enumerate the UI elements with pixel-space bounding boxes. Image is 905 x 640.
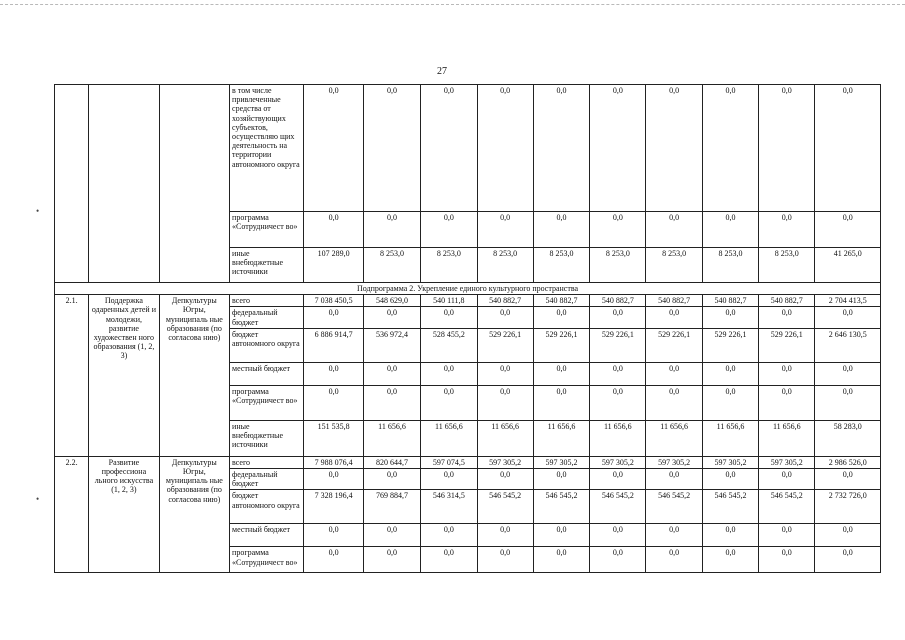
value-cell: 0,0: [421, 85, 477, 212]
value-cell: 7 988 076,4: [304, 456, 363, 468]
value-cell: 0,0: [646, 362, 702, 385]
item-name: Развитие профессиона льного искусства (1, 2, 3): [89, 456, 159, 573]
value-cell: 0,0: [590, 385, 646, 420]
value-cell: 0,0: [759, 307, 815, 328]
value-cell: 0,0: [759, 524, 815, 547]
value-cell: 540 882,7: [759, 295, 815, 307]
item-number-cell: [55, 85, 89, 283]
funding-source-label: всего: [230, 456, 304, 468]
value-cell: 0,0: [590, 524, 646, 547]
value-cell: 0,0: [759, 469, 815, 490]
value-cell: 0,0: [363, 85, 420, 212]
value-cell: 0,0: [815, 212, 881, 248]
value-cell: 0,0: [421, 524, 477, 547]
value-cell: 0,0: [304, 385, 363, 420]
funding-source-label: иные внебюджетные источники: [230, 420, 304, 456]
value-cell: 546 545,2: [477, 490, 533, 524]
value-cell: 0,0: [363, 212, 420, 248]
value-cell: 540 111,8: [421, 295, 477, 307]
budget-table: [54, 84, 881, 573]
item-number: 2.1.: [55, 295, 89, 457]
value-cell: 0,0: [533, 362, 589, 385]
item-name: Поддержка одаренных детей и молодежи, развитие художествен ного образования (1, 2, 3): [89, 295, 159, 457]
executor-cell: [159, 85, 229, 283]
value-cell: 546 545,2: [759, 490, 815, 524]
value-cell: 11 656,6: [533, 420, 589, 456]
item-number: 2.2.: [55, 456, 89, 573]
value-cell: 58 283,0: [815, 420, 881, 456]
funding-source-label: программа «Сотрудничест во»: [230, 547, 304, 573]
value-cell: 0,0: [304, 212, 363, 248]
value-cell: 0,0: [533, 524, 589, 547]
value-cell: 546 545,2: [646, 490, 702, 524]
page-number: 27: [437, 66, 447, 77]
value-cell: 0,0: [815, 524, 881, 547]
funding-source-label: местный бюджет: [230, 524, 304, 547]
value-cell: 540 882,7: [702, 295, 758, 307]
value-cell: 529 226,1: [590, 328, 646, 362]
value-cell: 8 253,0: [759, 248, 815, 283]
value-cell: 540 882,7: [646, 295, 702, 307]
value-cell: 0,0: [477, 307, 533, 328]
value-cell: 11 656,6: [646, 420, 702, 456]
value-cell: 0,0: [304, 362, 363, 385]
value-cell: 540 882,7: [590, 295, 646, 307]
value-cell: 7 328 196,4: [304, 490, 363, 524]
value-cell: 8 253,0: [702, 248, 758, 283]
funding-source-label: программа «Сотрудничест во»: [230, 212, 304, 248]
value-cell: 0,0: [702, 212, 758, 248]
scan-speck: •: [36, 494, 40, 504]
value-cell: 0,0: [702, 307, 758, 328]
value-cell: 0,0: [759, 362, 815, 385]
value-cell: 0,0: [590, 547, 646, 573]
value-cell: 11 656,6: [477, 420, 533, 456]
value-cell: 0,0: [759, 385, 815, 420]
value-cell: 0,0: [815, 547, 881, 573]
value-cell: 0,0: [590, 469, 646, 490]
value-cell: 546 545,2: [702, 490, 758, 524]
value-cell: 0,0: [815, 85, 881, 212]
value-cell: 529 226,1: [759, 328, 815, 362]
value-cell: 8 253,0: [590, 248, 646, 283]
value-cell: 597 305,2: [590, 456, 646, 468]
value-cell: 8 253,0: [533, 248, 589, 283]
value-cell: 41 265,0: [815, 248, 881, 283]
item-executor: Депкультуры Югры, муниципаль ные образования (по согласова нию): [159, 456, 229, 573]
value-cell: 2 704 413,5: [815, 295, 881, 307]
value-cell: 107 289,0: [304, 248, 363, 283]
value-cell: 0,0: [759, 85, 815, 212]
value-cell: 6 886 914,7: [304, 328, 363, 362]
value-cell: 0,0: [702, 547, 758, 573]
value-cell: 0,0: [759, 547, 815, 573]
value-cell: 0,0: [363, 469, 420, 490]
value-cell: 0,0: [590, 307, 646, 328]
value-cell: 8 253,0: [646, 248, 702, 283]
value-cell: 0,0: [477, 524, 533, 547]
value-cell: 0,0: [533, 212, 589, 248]
value-cell: 0,0: [646, 469, 702, 490]
value-cell: 529 226,1: [533, 328, 589, 362]
value-cell: 0,0: [533, 469, 589, 490]
value-cell: 0,0: [477, 362, 533, 385]
value-cell: 0,0: [304, 85, 363, 212]
value-cell: 546 545,2: [533, 490, 589, 524]
scan-speck: •: [36, 206, 40, 216]
value-cell: 0,0: [702, 524, 758, 547]
value-cell: 529 226,1: [702, 328, 758, 362]
value-cell: 0,0: [304, 547, 363, 573]
value-cell: 11 656,6: [590, 420, 646, 456]
value-cell: 597 305,2: [477, 456, 533, 468]
funding-source-label: бюджет автономного округа: [230, 328, 304, 362]
value-cell: 0,0: [421, 362, 477, 385]
value-cell: 0,0: [702, 385, 758, 420]
value-cell: 597 074,5: [421, 456, 477, 468]
value-cell: 2 646 130,5: [815, 328, 881, 362]
value-cell: 0,0: [477, 85, 533, 212]
value-cell: 540 882,7: [533, 295, 589, 307]
value-cell: 2 986 526,0: [815, 456, 881, 468]
value-cell: 769 884,7: [363, 490, 420, 524]
value-cell: 0,0: [815, 469, 881, 490]
value-cell: 0,0: [421, 385, 477, 420]
value-cell: 0,0: [363, 524, 420, 547]
value-cell: 0,0: [815, 385, 881, 420]
value-cell: 0,0: [702, 362, 758, 385]
value-cell: 0,0: [815, 307, 881, 328]
value-cell: 548 629,0: [363, 295, 420, 307]
value-cell: 0,0: [646, 307, 702, 328]
item-executor: Депкультуры Югры, муниципаль ные образования (по согласова нию): [159, 295, 229, 457]
funding-source-label: программа «Сотрудничест во»: [230, 385, 304, 420]
value-cell: 0,0: [363, 307, 420, 328]
funding-source-label: местный бюджет: [230, 362, 304, 385]
funding-source-label: в том числе привлеченные средства от хозяйствующих субъектов, осуществляю щих деятельность на территории автономного округа: [230, 85, 304, 212]
value-cell: 528 455,2: [421, 328, 477, 362]
value-cell: 597 305,2: [533, 456, 589, 468]
value-cell: 0,0: [477, 385, 533, 420]
value-cell: 8 253,0: [363, 248, 420, 283]
item-name-cell: [89, 85, 159, 283]
value-cell: 540 882,7: [477, 295, 533, 307]
funding-source-label: всего: [230, 295, 304, 307]
value-cell: 11 656,6: [363, 420, 420, 456]
value-cell: 0,0: [363, 547, 420, 573]
value-cell: 0,0: [646, 385, 702, 420]
value-cell: 597 305,2: [702, 456, 758, 468]
value-cell: 0,0: [304, 307, 363, 328]
value-cell: 0,0: [421, 469, 477, 490]
value-cell: 0,0: [421, 547, 477, 573]
value-cell: 597 305,2: [646, 456, 702, 468]
table-row: [55, 456, 881, 468]
value-cell: 0,0: [590, 362, 646, 385]
value-cell: 11 656,6: [759, 420, 815, 456]
value-cell: 0,0: [815, 362, 881, 385]
value-cell: 0,0: [590, 212, 646, 248]
value-cell: 0,0: [477, 469, 533, 490]
value-cell: 8 253,0: [421, 248, 477, 283]
value-cell: 0,0: [702, 469, 758, 490]
value-cell: 0,0: [646, 212, 702, 248]
value-cell: 0,0: [533, 385, 589, 420]
value-cell: 0,0: [477, 212, 533, 248]
funding-source-label: бюджет автономного округа: [230, 490, 304, 524]
value-cell: 0,0: [533, 547, 589, 573]
value-cell: 2 732 726,0: [815, 490, 881, 524]
value-cell: 11 656,6: [702, 420, 758, 456]
value-cell: 0,0: [646, 85, 702, 212]
value-cell: 0,0: [363, 362, 420, 385]
value-cell: 820 644,7: [363, 456, 420, 468]
value-cell: 8 253,0: [477, 248, 533, 283]
value-cell: 0,0: [363, 385, 420, 420]
table-row: [55, 295, 881, 307]
funding-source-label: федеральный бюджет: [230, 469, 304, 490]
value-cell: 0,0: [646, 547, 702, 573]
value-cell: 11 656,6: [421, 420, 477, 456]
subprogram-row: [55, 283, 881, 295]
value-cell: 0,0: [646, 524, 702, 547]
value-cell: 0,0: [477, 547, 533, 573]
value-cell: 597 305,2: [759, 456, 815, 468]
value-cell: 546 314,5: [421, 490, 477, 524]
table-row: [55, 85, 881, 212]
value-cell: 546 545,2: [590, 490, 646, 524]
value-cell: 0,0: [533, 85, 589, 212]
funding-source-label: федеральный бюджет: [230, 307, 304, 328]
scan-top-edge: [0, 4, 905, 5]
value-cell: 151 535,8: [304, 420, 363, 456]
value-cell: 0,0: [702, 85, 758, 212]
value-cell: 0,0: [759, 212, 815, 248]
funding-source-label: иные внебюджетные источники: [230, 248, 304, 283]
value-cell: 0,0: [421, 307, 477, 328]
value-cell: 0,0: [590, 85, 646, 212]
value-cell: 536 972,4: [363, 328, 420, 362]
value-cell: 529 226,1: [477, 328, 533, 362]
value-cell: 0,0: [533, 307, 589, 328]
value-cell: 529 226,1: [646, 328, 702, 362]
value-cell: 0,0: [304, 524, 363, 547]
value-cell: 0,0: [421, 212, 477, 248]
value-cell: 7 038 450,5: [304, 295, 363, 307]
subprogram-title: Подпрограмма 2. Укрепление единого культурного пространства: [55, 283, 881, 295]
value-cell: 0,0: [304, 469, 363, 490]
